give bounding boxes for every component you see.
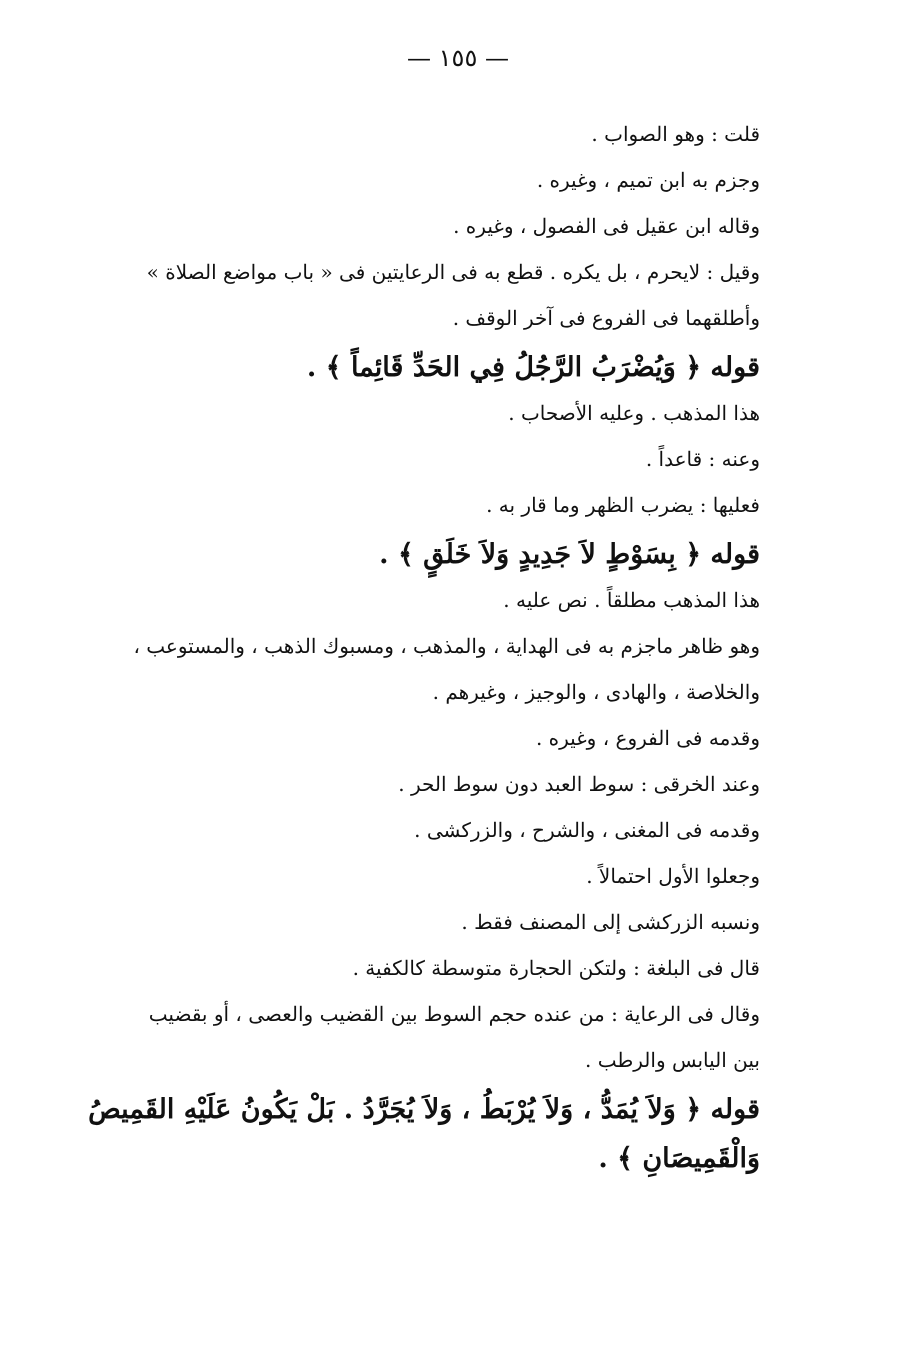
text-line: والخلاصة ، والهادى ، والوجيز ، وغيرهم . <box>432 680 760 704</box>
text-line: وعند الخرقى : سوط العبد دون سوط الحر . <box>398 772 760 796</box>
quoted-passage-line: قوله ﴿ بِسَوْطٍ لاَ جَدِيدٍ وَلاَ خَلَقٍ ﴾ . <box>379 539 760 570</box>
text-line: وقاله ابن عقيل فى الفصول ، وغيره . <box>453 214 760 238</box>
text-line: ونسبه الزركشى إلى المصنف فقط . <box>461 910 760 934</box>
text-line: هذا المذهب . وعليه الأصحاب . <box>508 401 760 425</box>
text-line: قال فى البلغة : ولتكن الحجارة متوسطة كالكفية . <box>352 956 760 980</box>
body-text <box>88 120 760 1190</box>
text-line: وقال فى الرعاية : من عنده حجم السوط بين القضيب والعصى ، أو بقضيب <box>148 1002 760 1026</box>
text-line: وجزم به ابن تميم ، وغيره . <box>536 168 760 192</box>
text-line: فعليها : يضرب الظهر وما قار به . <box>486 493 760 517</box>
page-number: — ١٥٥ — <box>407 44 509 72</box>
text-line: وقيل : لايحرم ، بل يكره . قطع به فى الرعايتين فى « باب مواضع الصلاة » <box>146 260 760 284</box>
text-line: وعنه : قاعداً . <box>645 447 760 471</box>
text-line: وأطلقهما فى الفروع فى آخر الوقف . <box>452 306 760 330</box>
quoted-passage-line: قوله ﴿ وَلاَ يُمَدُّ ، وَلاَ يُرْبَطُ ، وَلاَ يُجَرَّدُ . بَلْ يَكُونُ عَلَيْهِ القَمِيصُ <box>88 1094 760 1125</box>
text-line: بين اليابس والرطب . <box>585 1048 760 1072</box>
text-line: وقدمه فى الفروع ، وغيره . <box>535 726 760 750</box>
quoted-passage-line: قوله ﴿ وَيُضْرَبُ الرَّجُلُ فِي الحَدِّ قَائِماً ﴾ . <box>306 352 760 383</box>
text-line: قلت : وهو الصواب . <box>591 122 760 146</box>
text-line: وجعلوا الأول احتمالاً . <box>586 864 760 888</box>
text-line: وقدمه فى المغنى ، والشرح ، والزركشى . <box>414 818 760 842</box>
text-line: وهو ظاهر ماجزم به فى الهداية ، والمذهب ، ومسبوك الذهب ، والمستوعب ، <box>133 634 760 658</box>
quoted-passage-line: وَالْقَمِيصَانِ ﴾ . <box>598 1143 760 1174</box>
text-line: هذا المذهب مطلقاً . نص عليه . <box>503 588 760 612</box>
